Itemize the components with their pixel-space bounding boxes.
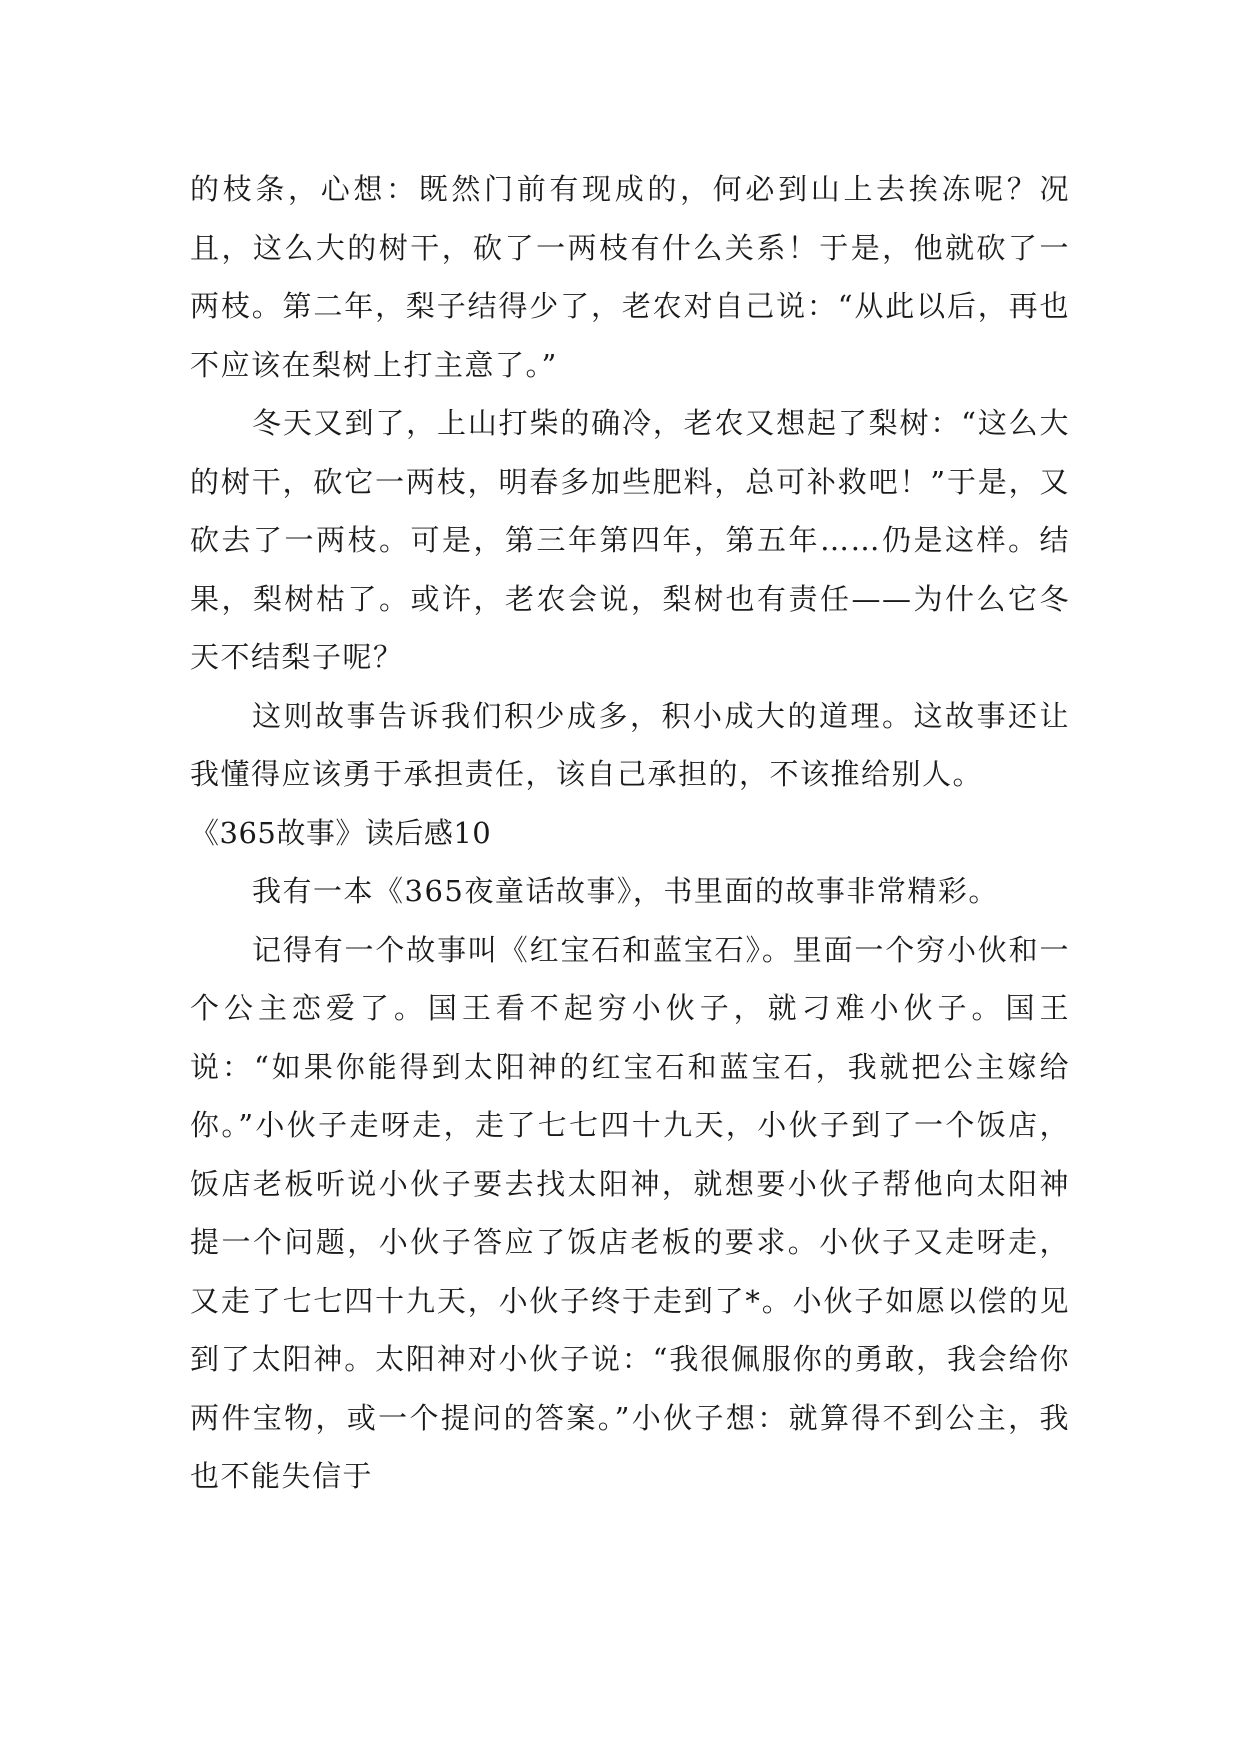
- section-heading: 《365故事》读后感10: [190, 815, 492, 850]
- paragraph-winter-again: 冬天又到了，上山打柴的确冷，老农又想起了梨树：“这么大的树干，砍它一两枝，明春多加些肥料，总可补救吧！”于是，又砍去了一两枝。可是，第三年第四年，第五年……仍是这样。结果，梨树枯了。或许，老农会说，梨树也有责任——为什么它冬天不结梨子呢？: [190, 406, 1070, 674]
- paragraph-moral: 这则故事告诉我们积少成多，积小成大的道理。这故事还让我懂得应该勇于承担责任，该自己承担的，不该推给别人。: [190, 698, 1070, 791]
- paragraph-book-intro: 我有一本《365夜童话故事》，书里面的故事非常精彩。: [252, 874, 999, 908]
- body-text: [190, 160, 1070, 1506]
- paragraph-ruby-sapphire-story: 记得有一个故事叫《红宝石和蓝宝石》。里面一个穷小伙和一个公主恋爱了。国王看不起穷小伙子，就刁难小伙子。国王说：“如果你能得到太阳神的红宝石和蓝宝石，我就把公主嫁给你。”小伙子走呀走，走了七七四十九天，小伙子到了一个饭店，饭店老板听说小伙子要去找太阳神，就想要小伙子帮他向太阳神提一个问题，小伙子答应了饭店老板的要求。小伙子又走呀走，又走了七七四十九天，小伙子终于走到了*。小伙子如愿以偿的见到了太阳神。太阳神对小伙子说：“我很佩服你的勇敢，我会给你两件宝物，或一个提问的答案。”小伙子想：就算得不到公主，我也不能失信于: [190, 932, 1070, 1493]
- paragraph-pear-branches: 的枝条，心想：既然门前有现成的，何必到山上去挨冻呢？况且，这么大的树干，砍了一两枝有什么关系！于是，他就砍了一两枝。第二年，梨子结得少了，老农对自己说：“从此以后，再也不应该在梨树上打主意了。”: [190, 172, 1070, 382]
